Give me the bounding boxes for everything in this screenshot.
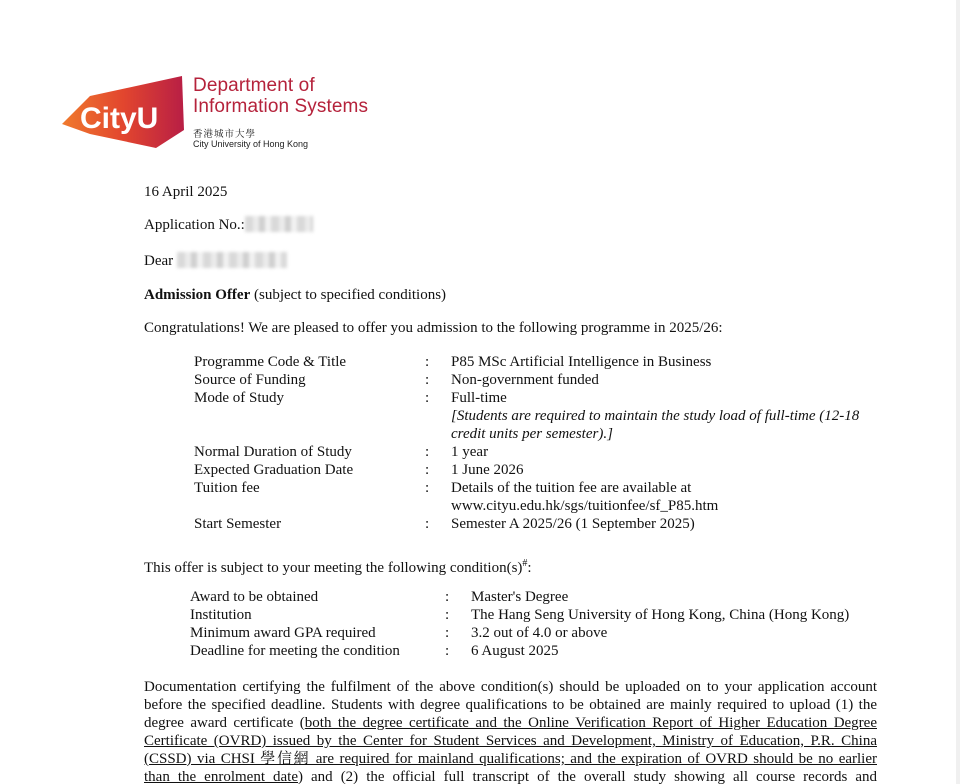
programme-value-1: Non-government funded [451, 372, 599, 388]
study-load-note-line-1: [Students are required to maintain the study load of full-time (12-18 [451, 408, 860, 424]
doc-line-6 [144, 768, 877, 784]
condition-sep-3: : [445, 643, 450, 659]
condition-value-1: The Hang Seng University of Hong Kong, China (Hong Kong) [471, 607, 850, 623]
offer-subtitle: (subject to specified conditions) [254, 287, 447, 303]
doc-line-6a: than the enrolment date [144, 769, 298, 784]
doc-line-3b: both the degree certificate and the Online Verification Report of Higher Education Degree [304, 715, 877, 731]
application-label: Application No.: [144, 217, 245, 233]
condition-sep-2: : [445, 625, 450, 641]
documentation-paragraph [144, 678, 877, 784]
programme-value-5: Details of the tuition fee are available at [451, 480, 692, 496]
logo-wordmark: CityU [80, 102, 159, 135]
condition-intro-colon: : [527, 560, 532, 576]
programme-label-1: Source of Funding [194, 372, 306, 388]
programme-sep-5: : [425, 480, 430, 496]
programme-label-5: Tuition fee [194, 480, 260, 496]
condition-label-3: Deadline for meeting the condition [190, 643, 400, 659]
condition-label-0: Award to be obtained [190, 589, 319, 605]
programme-value-6: Semester A 2025/26 (1 September 2025) [451, 516, 695, 532]
scrollbar[interactable] [956, 0, 960, 784]
condition-intro: This offer is subject to your meeting the following condition(s) [144, 560, 523, 576]
programme-sep-2: : [425, 390, 430, 406]
condition-value-2: 3.2 out of 4.0 or above [471, 625, 608, 641]
cityu-logo [60, 72, 390, 154]
programme-value-3: 1 year [451, 444, 489, 460]
doc-line-6b: ) and (2) the official full transcript of the overall study showing all course records and [298, 769, 877, 784]
condition-label-1: Institution [190, 607, 252, 623]
programme-sep-0: : [425, 354, 430, 370]
doc-line-2: before the specified deadline. Students with degree qualifications to be obtained are mainly required to upload (1) the [144, 697, 877, 713]
application-number-line [144, 216, 313, 234]
dear-label: Dear [144, 253, 174, 269]
programme-sep-4: : [425, 462, 430, 478]
programme-label-2: Mode of Study [194, 390, 284, 406]
cityu-logo-mark [60, 72, 190, 152]
study-load-note-line-2: credit units per semester).] [451, 426, 613, 442]
university-chinese-name: 香港城市大學 [193, 129, 257, 140]
programme-label-4: Expected Graduation Date [194, 462, 354, 478]
condition-label-2: Minimum award GPA required [190, 625, 376, 641]
offer-heading: Admission Offer [144, 287, 251, 303]
condition-footnote-mark: # [522, 558, 528, 569]
doc-line-3 [144, 714, 877, 732]
doc-line-5: (CSSD) via CHSI 學信網 are required for mainland qualifications; and the expiration of OVRD should be no earlier [144, 751, 877, 767]
redacted-application-number [245, 216, 313, 232]
tuition-fee-url: www.cityu.edu.hk/sgs/tuitionfee/sf_P85.htm [451, 498, 719, 514]
redacted-recipient-name [177, 252, 287, 268]
department-line-2: Information Systems [193, 96, 369, 117]
doc-line-3a: degree award certificate ( [144, 715, 305, 731]
condition-sep-1: : [445, 607, 450, 623]
condition-value-0: Master's Degree [471, 589, 569, 605]
department-line-1: Department of [193, 75, 315, 96]
programme-label-0: Programme Code & Title [194, 354, 347, 370]
doc-line-4: Certificate (OVRD) issued by the Center for Student Services and Development, Ministry of Education, P.R. China [144, 733, 877, 749]
condition-sep-0: : [445, 589, 450, 605]
programme-value-2: Full-time [451, 390, 507, 406]
doc-line-1: Documentation certifying the fulfilment of the above condition(s) should be uploaded on to your application account [144, 679, 877, 695]
offer-heading-line [144, 286, 446, 304]
salutation-line [144, 252, 287, 270]
programme-value-4: 1 June 2026 [451, 462, 524, 478]
programme-sep-3: : [425, 444, 430, 460]
programme-label-3: Normal Duration of Study [194, 444, 352, 460]
condition-value-3: 6 August 2025 [471, 643, 559, 659]
programme-value-0: P85 MSc Artificial Intelligence in Business [451, 354, 712, 370]
programme-sep-6: : [425, 516, 430, 532]
programme-label-6: Start Semester [194, 516, 282, 532]
congratulations-text: Congratulations! We are pleased to offer you admission to the following programme in 2025/26: [144, 320, 723, 336]
university-english-name: City University of Hong Kong [193, 139, 309, 149]
condition-intro-line [144, 555, 532, 577]
programme-sep-1: : [425, 372, 430, 388]
letter-date: 16 April 2025 [144, 184, 228, 200]
